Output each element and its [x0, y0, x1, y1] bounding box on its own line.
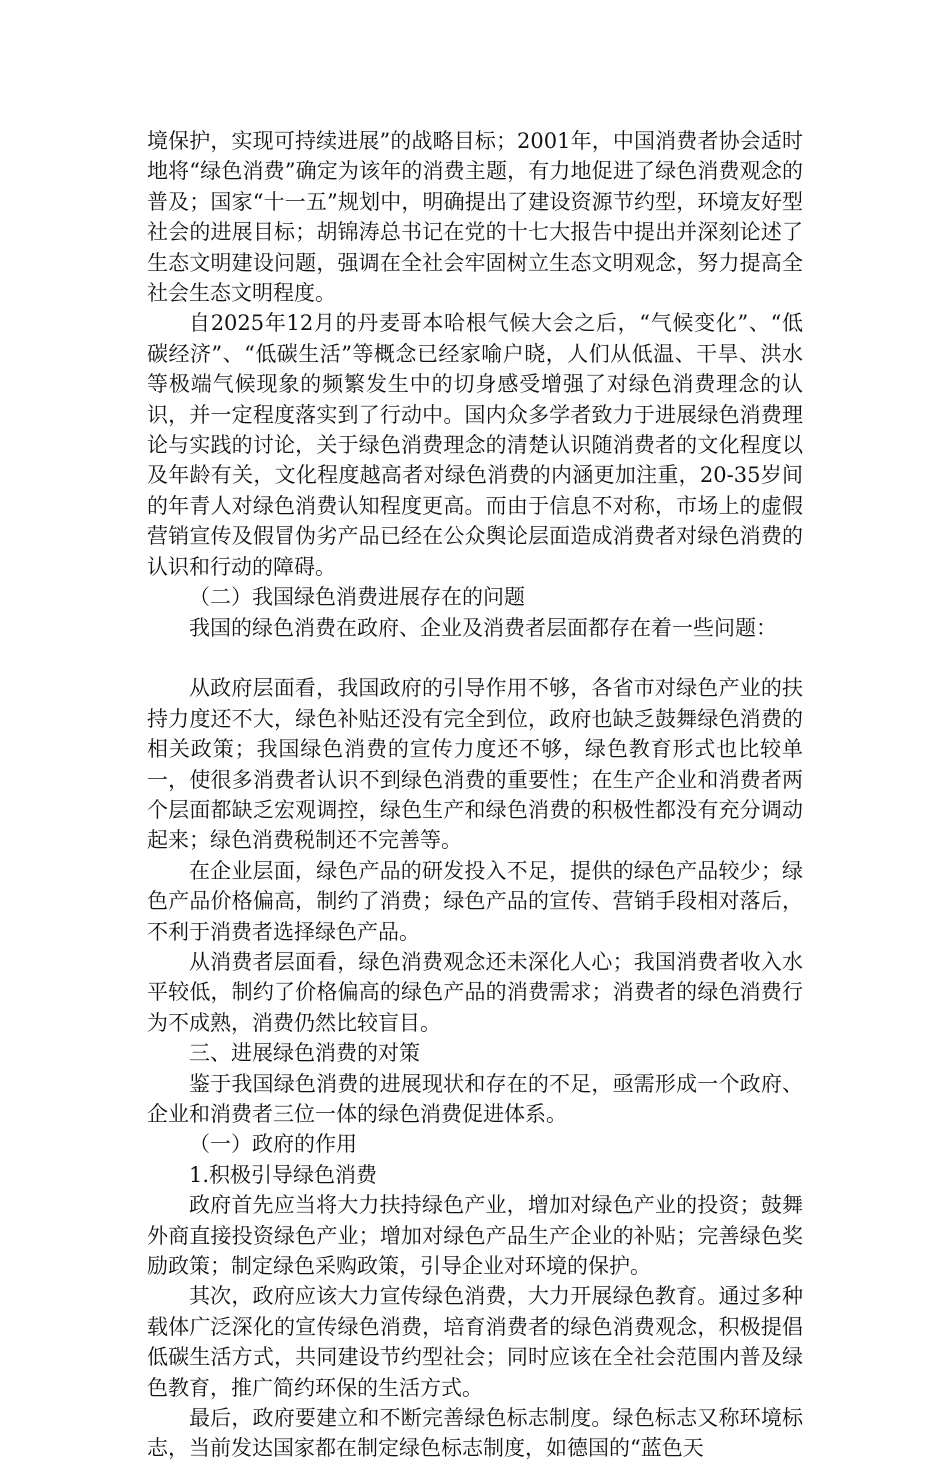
paragraph-continued: 境保护，实现可持续进展”的战略目标；2001年，中国消费者协会适时地将“绿色消费”确定为该年的消费主题，有力地促进了绿色消费观念的普及；国家“十一五”规划中，明确提出了建设资源节约型，环境友好型社会的进展目标；胡锦涛总书记在党的十七大报告中提出并深刻论述了生态文明建设问题，强调在全社会牢固树立生态文明观念，努力提高全社会生态文明程度。	[147, 129, 803, 306]
section-heading-problems: （二）我国绿色消费进展存在的问题	[189, 585, 525, 610]
paragraph-consumer-level: 从消费者层面看，绿色消费观念还未深化人心；我国消费者收入水平较低，制约了价格偏高的绿色产品的消费需求；消费者的绿色消费行为不成熟，消费仍然比较盲目。	[147, 949, 803, 1035]
subsection-heading-guide-consumption: 1.积极引导绿色消费	[189, 1162, 378, 1187]
paragraph-promote-education: 其次，政府应该大力宣传绿色消费，大力开展绿色教育。通过多种载体广泛深化的宣传绿色消费，培育消费者的绿色消费观念，积极提倡低碳生活方式，共同建设节约型社会；同时应该在全社会范围内普及绿色教育，推广简约环保的生活方式。	[147, 1284, 803, 1400]
subsection-heading-government-role: （一）政府的作用	[189, 1132, 357, 1157]
document-body	[147, 126, 803, 1464]
blank-line	[147, 643, 803, 673]
paragraph-copenhagen: 自2025年12月的丹麦哥本哈根气候大会之后，“气候变化”、“低碳经济”、“低碳生活”等概念已经家喻户晓，人们从低温、干旱、洪水等极端气候现象的频繁发生中的切身感受增强了对绿色消费理念的认识，并一定程度落实到了行动中。国内众多学者致力于进展绿色消费理论与实践的讨论，关于绿色消费理念的清楚认识随消费者的文化程度以及年龄有关，文化程度越高者对绿色消费的内涵更加注重，20-35岁间的年青人对绿色消费认知程度更高。而由于信息不对称，市场上的虚假营销宣传及假冒伪劣产品已经在公众舆论层面造成消费者对绿色消费的认识和行动的障碍。	[147, 311, 803, 579]
section-heading-countermeasures: 三、进展绿色消费的对策	[189, 1041, 420, 1066]
paragraph-countermeasures-intro: 鉴于我国绿色消费的进展现状和存在的不足，亟需形成一个政府、企业和消费者三位一体的绿色消费促进体系。	[147, 1071, 803, 1126]
paragraph-government-level: 从政府层面看，我国政府的引导作用不够，各省市对绿色产业的扶持力度还不大，绿色补贴还没有完全到位，政府也缺乏鼓舞绿色消费的相关政策；我国绿色消费的宣传力度还不够，绿色教育形式也比较单一，使很多消费者认识不到绿色消费的重要性；在生产企业和消费者两个层面都缺乏宏观调控，绿色生产和绿色消费的积极性都没有充分调动起来；绿色消费税制还不完善等。	[147, 676, 803, 853]
paragraph-problems-intro: 我国的绿色消费在政府、企业及消费者层面都存在着一些问题：	[189, 615, 777, 640]
paragraph-support-industry: 政府首先应当将大力扶持绿色产业，增加对绿色产业的投资；鼓舞外商直接投资绿色产业；增加对绿色产品生产企业的补贴；完善绿色奖励政策；制定绿色采购政策，引导企业对环境的保护。	[147, 1193, 803, 1279]
paragraph-enterprise-level: 在企业层面，绿色产品的研发投入不足，提供的绿色产品较少；绿色产品价格偏高，制约了消费；绿色产品的宣传、营销手段相对落后，不利于消费者选择绿色产品。	[147, 858, 803, 944]
paragraph-green-label: 最后，政府要建立和不断完善绿色标志制度。绿色标志又称环境标志，当前发达国家都在制定绿色标志制度，如德国的“蓝色天	[147, 1406, 803, 1461]
